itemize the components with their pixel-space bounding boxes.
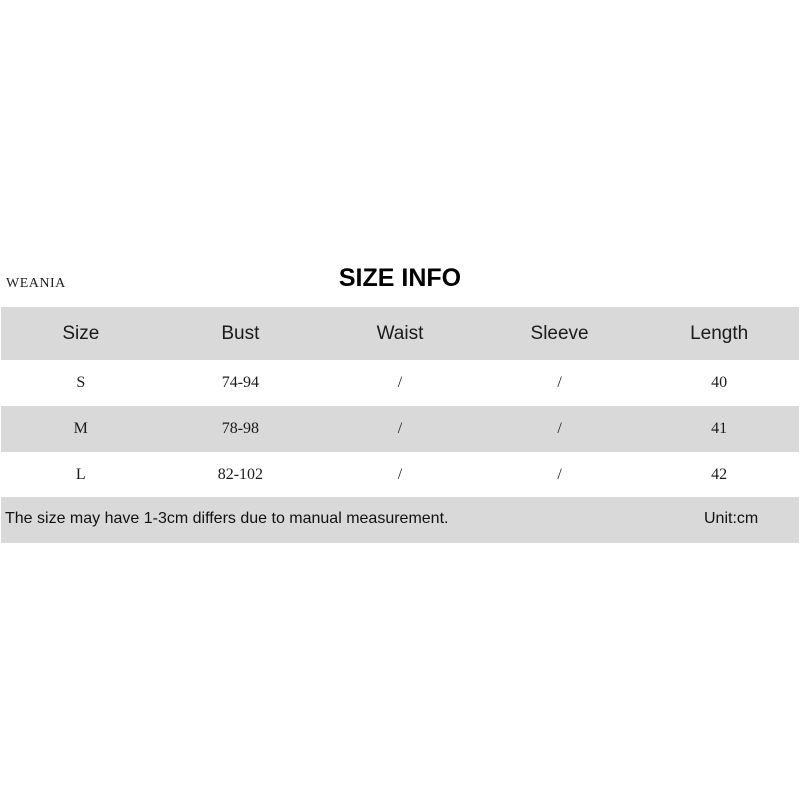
cell-length: 41: [711, 420, 728, 437]
unit-label: Unit:cm: [704, 510, 759, 527]
cell-bust: 74-94: [221, 374, 260, 391]
cell-waist: /: [397, 374, 403, 391]
cell-length: 42: [711, 466, 728, 483]
cell-size: L: [75, 466, 86, 483]
page-title: SIZE INFO: [338, 264, 462, 292]
table-header-row: [1, 307, 799, 360]
cell-bust: 78-98: [221, 420, 260, 437]
cell-sleeve: /: [557, 374, 562, 391]
cell-waist: /: [397, 466, 403, 483]
cell-sleeve: /: [557, 420, 562, 437]
header-bust: Bust: [221, 322, 260, 344]
cell-bust: 82-102: [217, 466, 264, 483]
table-row: [1, 452, 799, 498]
cell-waist: /: [397, 420, 403, 437]
header-sleeve: Sleeve: [530, 322, 589, 344]
cell-length: 40: [711, 374, 728, 391]
measurement-note: The size may have 1-3cm differs due to manual measurement.: [5, 510, 449, 527]
header-waist: Waist: [376, 322, 424, 344]
cell-size: M: [73, 420, 88, 437]
cell-sleeve: /: [557, 466, 562, 483]
table-row: [1, 406, 799, 452]
header-size: Size: [62, 322, 100, 344]
table-row: [1, 360, 799, 406]
header-length: Length: [690, 322, 749, 344]
size-table: [1, 307, 799, 498]
cell-size: S: [76, 374, 86, 391]
measurement-note-bar: [1, 497, 799, 543]
brand-logo: WEANIA: [6, 276, 66, 291]
